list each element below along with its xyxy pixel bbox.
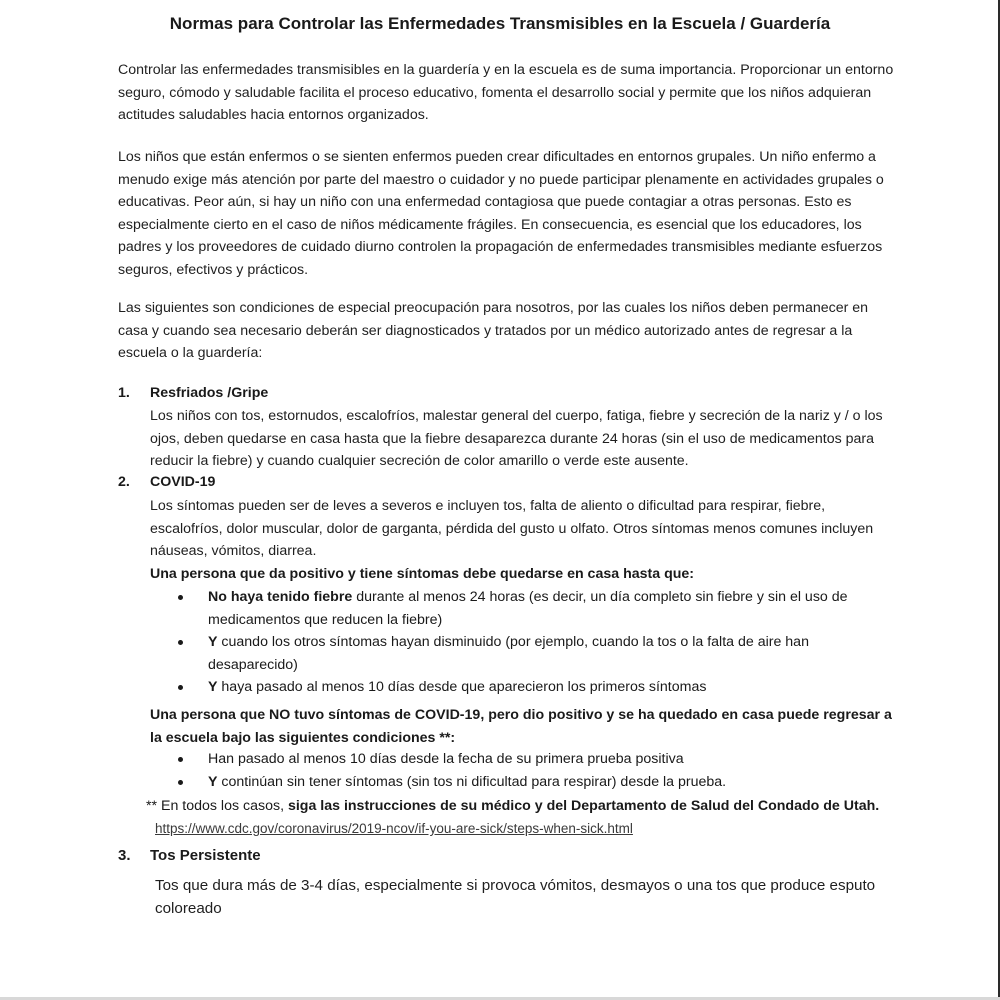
item-2-title: COVID-19 [150, 474, 216, 490]
bullet-icon [178, 780, 183, 785]
intro-paragraph: Controlar las enfermedades transmisibles en la guardería y en la escuela es de suma importancia. Proporcionar un entorno seguro, cómodo y saludable facilita el proceso educativo, fomenta el desarrollo social y permite que los niños adquieran actitudes saludables hacia entornos organizados. [118, 62, 894, 123]
list-item [178, 771, 898, 794]
item-2-heading [118, 472, 215, 492]
health-department-note [146, 795, 906, 818]
covid-symptomatic-heading: Una persona que da positivo y tiene síntomas debe quedarse en casa hasta que: [150, 566, 695, 582]
item-2-body: Los síntomas pueden ser de leves a severos e incluyen tos, falta de aliento o dificultad para respirar, fiebre, escalofríos, dolor muscular, dolor de garganta, pérdida del gusto u olfato. Otros síntomas menos comunes incluyen náuseas, vómitos, diarrea. [150, 498, 874, 559]
item-2-number: 2. [118, 474, 130, 490]
item-1-body: Los niños con tos, estornudos, escalofríos, malestar general del cuerpo, fatiga, fiebre y secreción de la nariz y / o los ojos, deben quedarse en casa hasta que la fiebre desaparezca durante 24 horas (sin el uso de medicamentos para reducir la fiebre) y cuando cualquier secreción de color amarillo o verde este ausente. [150, 408, 883, 469]
covid-asymptomatic-list [178, 748, 898, 793]
bullet-text: cuando los otros síntomas hayan disminuido (por ejemplo, cuando la tos o la falta de aire han desaparecido) [208, 634, 809, 673]
covid-symptomatic-list [178, 586, 898, 699]
item-3-title: Tos Persistente [150, 847, 261, 864]
list-item [178, 748, 898, 771]
second-paragraph: Los niños que están enfermos o se sienten enfermos pueden crear dificultades en entornos grupales. Un niño enfermo a menudo exige más atención por parte del maestro o cuidador y no puede participar plenamente en actividades grupales o educativas. Peor aún, si hay un niño con una enfermedad contagiosa que puede contagiar a otras personas. Esto es especialmente cierto en el caso de niños médicamente frágiles. En consecuencia, es esencial que los educadores, los padres y los proveedores de cuidado diurno controlen la propagación de enfermedades transmisibles mediante esfuerzos seguros, efectivos y prácticos. [118, 149, 884, 278]
bullet-bold-lead: Y [208, 679, 218, 695]
bullet-icon [178, 685, 183, 690]
bullet-icon [178, 640, 183, 645]
bullet-text: durante al menos 24 horas (es decir, un día completo sin fiebre y sin el uso de medicamentos que reducen la fiebre) [208, 589, 848, 628]
note-bold: siga las instrucciones de su médico y del Departamento de Salud del Condado de Utah. [287, 798, 880, 814]
bullet-text: Han pasado al menos 10 días desde la fecha de su primera prueba positiva [208, 751, 684, 767]
bullet-icon [178, 757, 183, 762]
bullet-text: haya pasado al menos 10 días desde que aparecieron los primeros síntomas [217, 679, 707, 695]
item-3-body: Tos que dura más de 3-4 días, especialmente si provoca vómitos, desmayos o una tos que produce esputo coloreado [155, 877, 876, 917]
item-1-number: 1. [118, 385, 130, 401]
bullet-bold-lead: No haya tenido fiebre [208, 589, 353, 605]
list-item [178, 586, 898, 631]
note-prefix: ** En todos los casos, [146, 798, 288, 814]
list-item [178, 676, 898, 699]
bullet-bold-lead: Y [208, 773, 218, 790]
bullet-bold-lead: Y [208, 634, 218, 650]
bullet-icon [178, 595, 183, 600]
cdc-link[interactable]: https://www.cdc.gov/coronavirus/2019-ncov/if-you-are-sick/steps-when-sick.html [155, 821, 633, 836]
item-1-title: Resfriados /Gripe [150, 385, 269, 401]
item-1-heading [118, 383, 268, 403]
third-paragraph: Las siguientes son condiciones de especial preocupación para nosotros, por las cuales los niños deben permanecer en casa y cuando sea necesario deberán ser diagnosticados y tratados por un médico autorizado antes de regresar a la escuela o la guardería: [118, 300, 869, 361]
item-3-heading [118, 846, 261, 866]
document-title: Normas para Controlar las Enfermedades Transmisibles en la Escuela / Guardería [169, 14, 831, 33]
item-3-number: 3. [118, 847, 131, 864]
bullet-text: continúan sin tener síntomas (sin tos ni dificultad para respirar) desde la prueba. [217, 773, 727, 790]
covid-asymptomatic-heading: Una persona que NO tuvo síntomas de COVID-19, pero dio positivo y se ha quedado en casa puede regresar a la escuela bajo las siguientes condiciones **: [150, 707, 892, 746]
list-item [178, 631, 898, 676]
